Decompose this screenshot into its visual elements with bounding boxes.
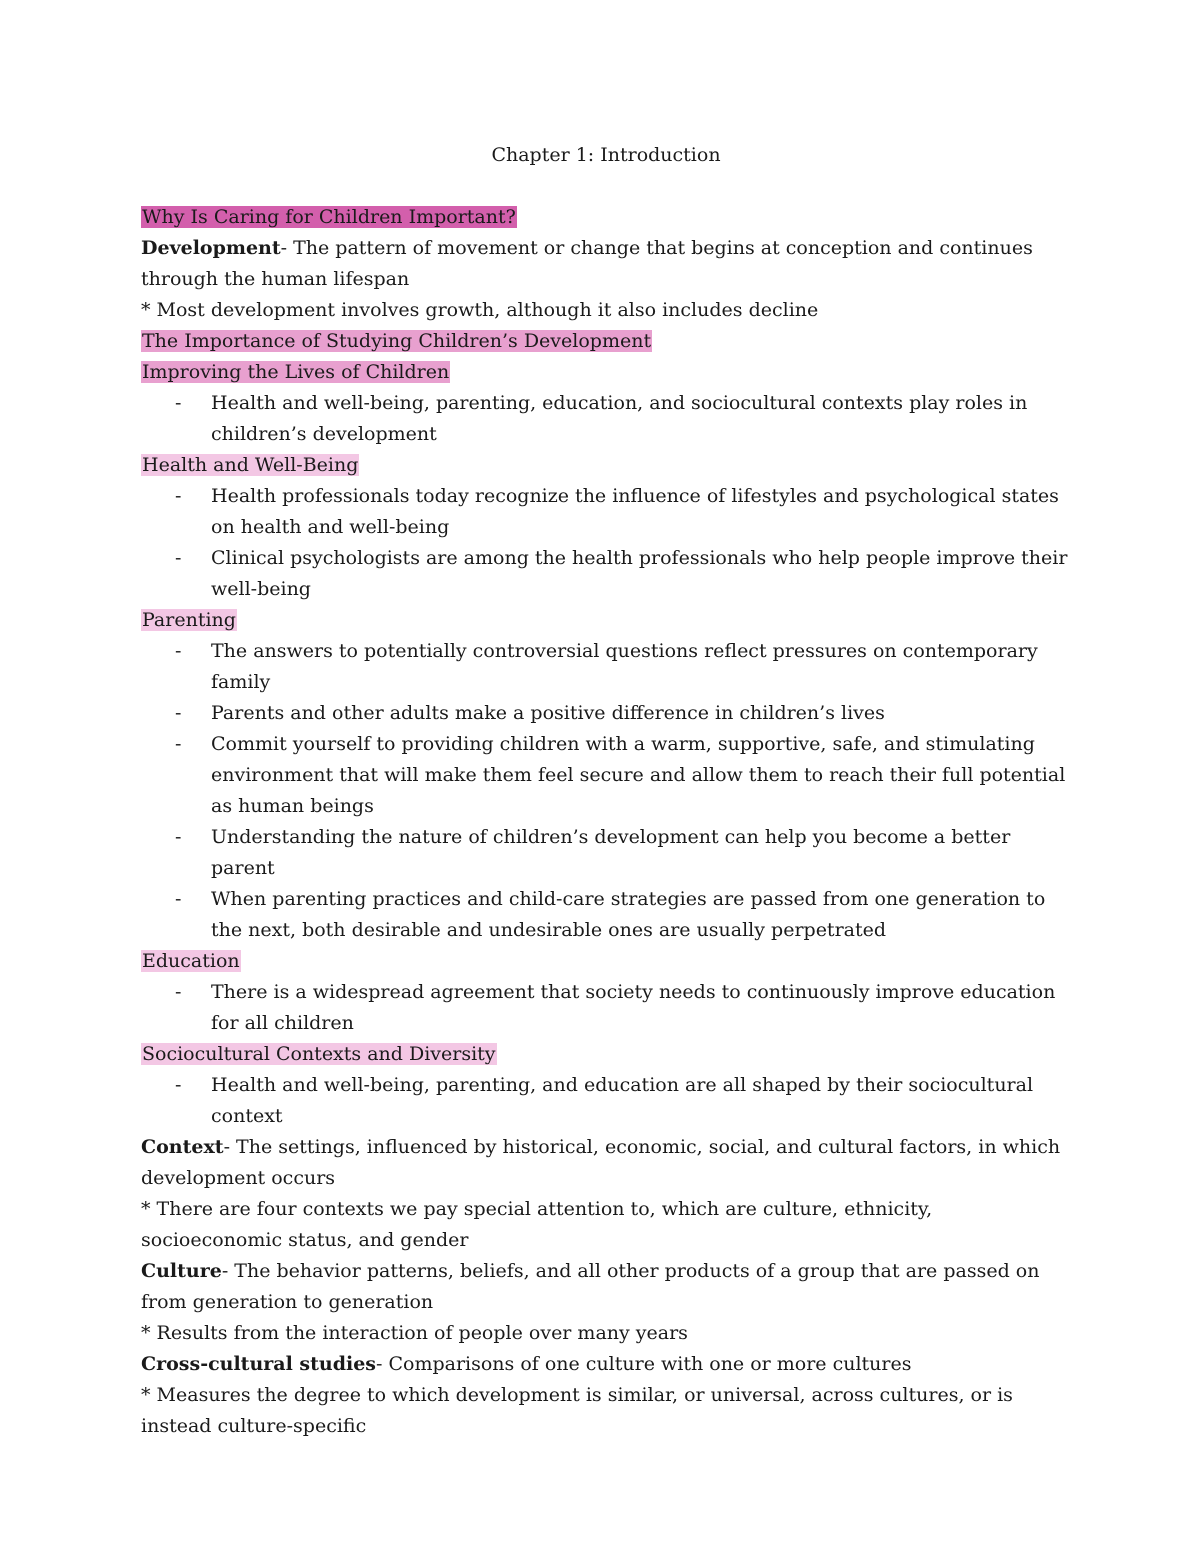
definition-term: Cross-cultural studies (141, 1353, 377, 1375)
list-item-text: Understanding the nature of children’s development can help you become a better parent (211, 826, 1011, 879)
bullet-dash: - (175, 981, 182, 1003)
bullet-dash: - (175, 826, 182, 848)
list-item (141, 698, 1071, 729)
list-item-text: When parenting practices and child-care strategies are passed from one generation to the next, both desirable and undesirable ones are usually perpetrated (211, 888, 1046, 941)
list-item-text: The answers to potentially controversial questions reflect pressures on contemporary family (211, 640, 1038, 693)
list-item-text: Clinical psychologists are among the health professionals who help people improve their well-being (211, 547, 1068, 600)
definition-text: - The pattern of movement or change that begins at conception and continues through the human lifespan (141, 237, 1033, 290)
note-cross-cultural: * Measures the degree to which development is similar, or universal, across cultures, or is instead culture-specific (141, 1384, 1013, 1437)
definition-culture (141, 1256, 1071, 1318)
note-development: * Most development involves growth, although it also includes decline (141, 299, 819, 321)
page-title: Chapter 1: Introduction (491, 144, 721, 166)
list-item (141, 977, 1071, 1039)
definition-text: - The behavior patterns, beliefs, and all other products of a group that are passed on from generation to generation (141, 1260, 1040, 1313)
section-heading-improving (141, 357, 1071, 388)
document-page (141, 140, 1071, 1442)
bullet-dash: - (175, 888, 182, 910)
bullet-dash: - (175, 733, 182, 755)
definition-context (141, 1132, 1071, 1194)
list-item-text: Commit yourself to providing children with a warm, supportive, safe, and stimulating environment that will make them feel secure and allow them to reach their full potential as human beings (211, 733, 1066, 817)
highlighted-heading: Sociocultural Contexts and Diversity (142, 1043, 496, 1065)
highlighted-heading: Health and Well-Being (142, 454, 359, 476)
list-item (141, 636, 1071, 698)
list-item-text: Health professionals today recognize the influence of lifestyles and psychological states on health and well-being (211, 485, 1059, 538)
bullet-dash: - (175, 702, 182, 724)
definition-term: Context (141, 1136, 224, 1158)
bullet-dash: - (175, 640, 182, 662)
bullet-dash: - (175, 1074, 182, 1096)
section-heading-parenting (141, 605, 1071, 636)
definition-term: Development (141, 237, 281, 259)
highlighted-heading: Education (142, 950, 240, 972)
note-culture: * Results from the interaction of people over many years (141, 1322, 688, 1344)
section-heading-health (141, 450, 1071, 481)
section-heading-sociocultural (141, 1039, 1071, 1070)
list-item (141, 1070, 1071, 1132)
section-heading-importance (141, 326, 1071, 357)
note-context: * There are four contexts we pay special attention to, which are culture, ethnicity, socioeconomic status, and gender (141, 1198, 933, 1251)
list-item (141, 822, 1071, 884)
list-item (141, 729, 1071, 822)
list-item (141, 388, 1071, 450)
bullet-dash: - (175, 392, 182, 414)
definition-text: - The settings, influenced by historical, economic, social, and cultural factors, in which development occurs (141, 1136, 1061, 1189)
highlighted-heading: Parenting (142, 609, 236, 631)
highlighted-heading: Why Is Caring for Children Important? (142, 206, 516, 228)
highlighted-heading: Improving the Lives of Children (142, 361, 450, 383)
list-item-text: Health and well-being, parenting, and education are all shaped by their sociocultural context (211, 1074, 1034, 1127)
definition-term: Culture (141, 1260, 222, 1282)
highlighted-heading: The Importance of Studying Children’s Development (142, 330, 652, 352)
list-item (141, 884, 1071, 946)
section-heading-why (141, 202, 1071, 233)
list-item (141, 481, 1071, 543)
list-item (141, 543, 1071, 605)
list-item-text: Health and well-being, parenting, education, and sociocultural contexts play roles in children’s development (211, 392, 1028, 445)
bullet-dash: - (175, 547, 182, 569)
section-heading-education (141, 946, 1071, 977)
list-item-text: There is a widespread agreement that society needs to continuously improve education for all children (211, 981, 1056, 1034)
definition-cross-cultural (141, 1349, 1071, 1380)
list-item-text: Parents and other adults make a positive difference in children’s lives (211, 702, 885, 724)
bullet-dash: - (175, 485, 182, 507)
definition-text: - Comparisons of one culture with one or more cultures (376, 1353, 912, 1375)
definition-development (141, 233, 1071, 295)
